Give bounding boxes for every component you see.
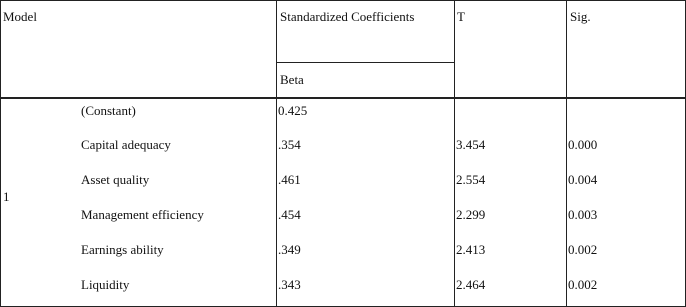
header-t: T — [457, 9, 465, 24]
row-label: Liquidity — [81, 277, 130, 292]
row-t: 2.464 — [456, 277, 486, 292]
col-divider-beta — [454, 0, 455, 306]
row-t: 3.454 — [456, 137, 486, 152]
row-beta: .454 — [278, 207, 301, 222]
row-sig: 0.002 — [568, 277, 598, 292]
row-beta: .461 — [278, 172, 301, 187]
col-divider-model — [276, 0, 277, 306]
row-t: 2.413 — [456, 242, 486, 257]
row-label: (Constant) — [81, 103, 136, 118]
row-label: Earnings ability — [81, 242, 164, 257]
header-model: Model — [3, 9, 37, 24]
row-sig: 0.002 — [568, 242, 598, 257]
row-t: 2.299 — [456, 207, 486, 222]
row-label: Management efficiency — [81, 207, 204, 222]
header-standardized-coefficients: Standardized Coefficients — [280, 9, 415, 24]
col-divider-t — [566, 0, 567, 306]
row-beta: 0.425 — [278, 103, 308, 118]
row-sig: 0.000 — [568, 137, 598, 152]
header-subdivider — [276, 62, 454, 63]
row-beta: .354 — [278, 137, 301, 152]
header-bottom-border — [0, 97, 686, 99]
row-label: Capital adequacy — [81, 137, 171, 152]
row-sig: 0.004 — [568, 172, 598, 187]
row-beta: .343 — [278, 277, 301, 292]
header-beta: Beta — [280, 72, 304, 87]
row-label: Asset quality — [81, 172, 150, 187]
row-beta: .349 — [278, 242, 301, 257]
row-sig: 0.003 — [568, 207, 598, 222]
model-number: 1 — [3, 189, 10, 204]
row-t: 2.554 — [456, 172, 486, 187]
header-sig: Sig. — [570, 9, 591, 24]
